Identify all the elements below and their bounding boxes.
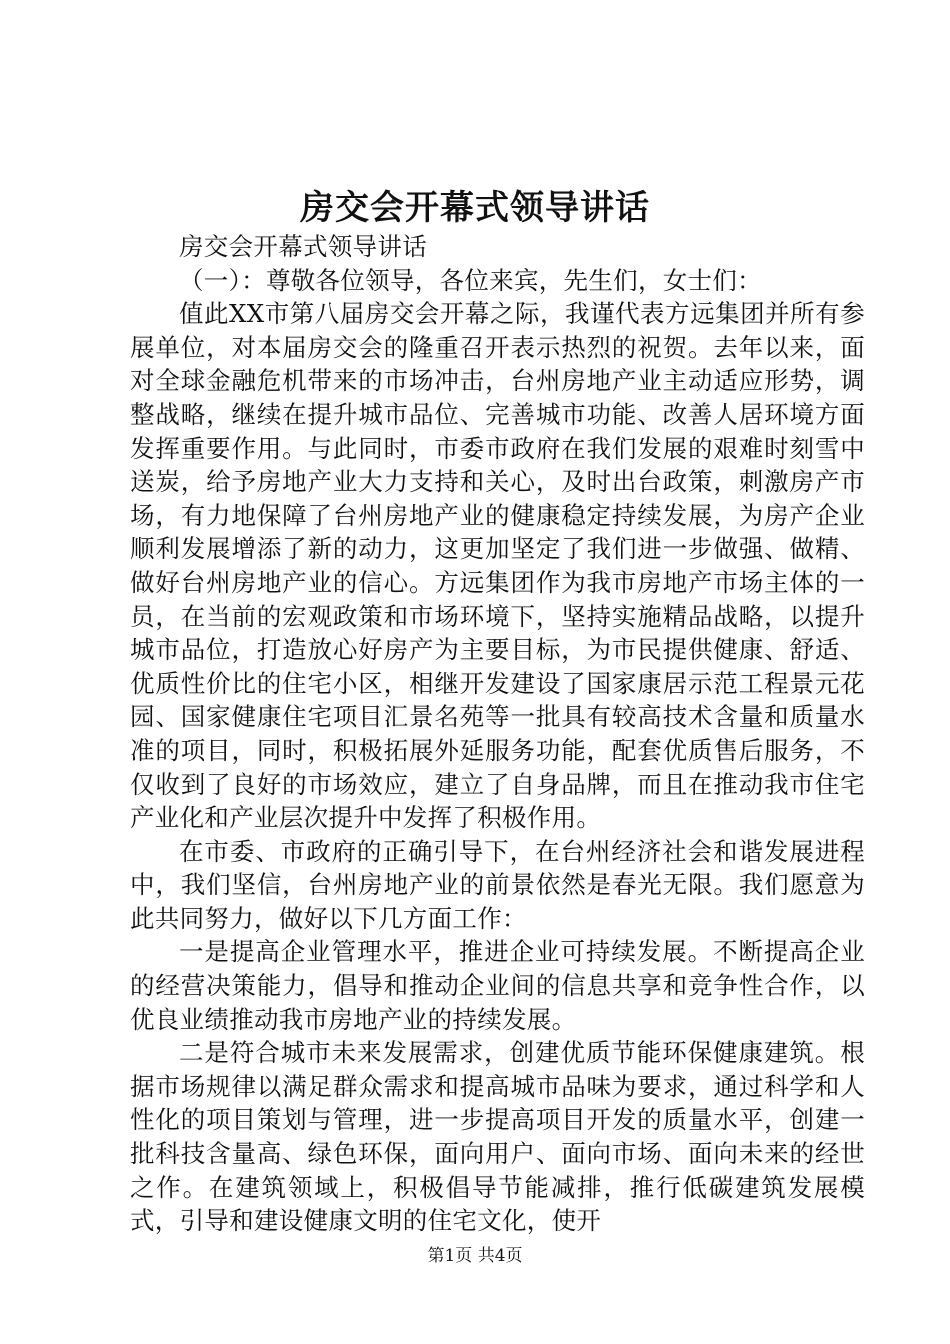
document-body bbox=[130, 230, 865, 1238]
document-title: 房交会开幕式领导讲话 bbox=[300, 188, 650, 228]
paragraph-point-one: 一是提高企业管理水平，推进企业可持续发展。不断提高企业的经营决策能力，倡导和推动企业间的信息共享和竞争性合作，以优良业绩推动我市房地产业的持续发展。 bbox=[130, 937, 865, 1034]
paragraph-point-two: 二是符合城市未来发展需求，创建优质节能环保健康建筑。根据市场规律以满足群众需求和提高城市品味为要求，通过科学和人性化的项目策划与管理，进一步提高项目开发的质量水平，创建一批科技含量高、绿色环保，面向用户、面向市场、面向未来的经世之作。在建筑领域上，积极倡导节能减排，推行低碳建筑发展模式，引导和建设健康文明的住宅文化，使开 bbox=[130, 1038, 865, 1236]
paragraph-congratulations: 值此XX市第八届房交会开幕之际，我谨代表方远集团并所有参展单位，对本届房交会的隆重召开表示热烈的祝贺。去年以来，面对全球金融危机带来的市场冲击，台州房地产业主动适应形势，调整战略，继续在提升城市品位、完善城市功能、改善人居环境方面发挥重要作用。与此同时，市委市政府在我们发展的艰难时刻雪中送炭，给予房地产业大力支持和关心，及时出台政策，刺激房产市场，有力地保障了台州房地产业的健康稳定持续发展，为房产企业顺利发展增添了新的动力，这更加坚定了我们进一步做强、做精、做好台州房地产业的信心。方远集团作为我市房地产市场主体的一员，在当前的宏观政策和市场环境下，坚持实施精品战略，以提升城市品位，打造放心好房产为主要目标，为市民提供健康、舒适、优质性价比的住宅小区，相继开发建设了国家康居示范工程景元花园、国家健康住宅项目汇景名苑等一批具有较高技术含量和质量水准的项目，同时，积极拓展外延服务功能，配套优质售后服务，不仅收到了良好的市场效应，建立了自身品牌，而且在推动我市住宅产业化和产业层次提升中发挥了积极作用。 bbox=[130, 299, 865, 833]
page-footer: 第1页 共4页 bbox=[427, 1246, 523, 1266]
paragraph-salutation: （一）：尊敬各位领导，各位来宾，先生们，女士们： bbox=[179, 265, 762, 295]
paragraph-outlook: 在市委、市政府的正确引导下，在台州经济社会和谐发展进程中，我们坚信，台州房地产业的前景依然是春光无限。我们愿意为此共同努力，做好以下几方面工作： bbox=[130, 836, 865, 933]
paragraph-subtitle: 房交会开幕式领导讲话 bbox=[179, 232, 427, 261]
